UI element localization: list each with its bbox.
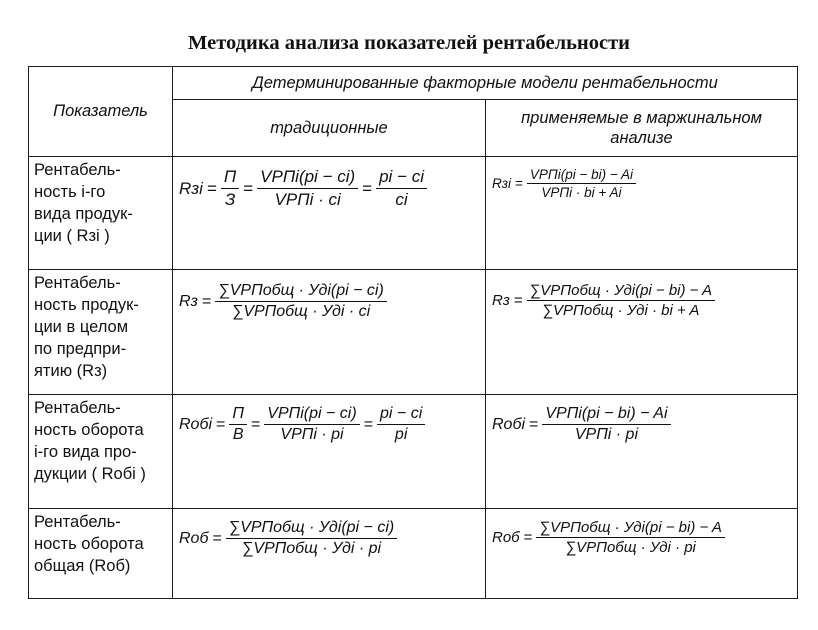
indicator-line: ность оборота (34, 421, 144, 439)
indicator-line: Рентабель- (34, 399, 121, 417)
formula-lhs: Rоб (179, 529, 209, 547)
fraction-denominator: ci (395, 190, 408, 209)
fraction-denominator: З (224, 190, 236, 209)
fraction-denominator: ∑VРПобщ · Удi · ci (231, 303, 371, 320)
fraction-denominator: VРПi · ci (274, 190, 341, 209)
header-marginal-line1: применяемые в маржинальном (521, 109, 762, 127)
indicator-line: дукции ( Rобi ) (34, 465, 146, 483)
page-title: Методика анализа показателей рентабельности (188, 32, 630, 54)
indicator-line: Рентабель- (34, 161, 121, 179)
formula: Rзi = $\frac{\text{VРПi(pi − bi) − Ai}}{\text{VРПi · bi + Ai}}$ (486, 157, 797, 200)
header-traditional: традиционные (173, 100, 486, 157)
fraction-numerator: VРПi(pi − ci) (257, 167, 358, 189)
fraction-numerator: ∑VРПобщ · Удi(pi − bi) − A (527, 282, 715, 301)
fraction-denominator: ∑VРПобщ · Удi · pi (241, 540, 382, 557)
indicator-line: Рентабель- (34, 274, 121, 292)
fraction-numerator: ∑VРПобщ · Удi(pi − ci) (215, 282, 386, 302)
profitability-table (28, 66, 798, 599)
formula: Rоб = $\frac{\text{∑VРПобщ · Удi(pi − bi) − A}}{\text{∑VРПобщ · Удi · pi}}$ (486, 509, 797, 556)
fraction-numerator: ∑VРПобщ · Удi(pi − ci) (226, 519, 397, 539)
table-row (29, 270, 798, 395)
header-models: Детерминированные факторные модели рентабельности (173, 67, 798, 100)
table-row (29, 395, 798, 509)
fraction-numerator: VРПi(pi − bi) − Ai (527, 167, 636, 184)
formula-lhs: Rз (492, 292, 510, 309)
indicator-cell (29, 270, 173, 395)
header-indicator: Показатель (29, 67, 173, 157)
fraction-numerator: П (229, 405, 247, 425)
fraction-denominator: VРПi · bi + Ai (541, 185, 622, 200)
marginal-formula-cell (486, 509, 798, 599)
traditional-formula-cell (173, 157, 486, 270)
header-marginal-line2: анализе (610, 129, 673, 147)
marginal-formula-cell (486, 395, 798, 509)
indicator-cell (29, 157, 173, 270)
formula-lhs: Rзi (492, 176, 512, 191)
fraction-denominator: ∑VРПобщ · Удi · pi (565, 539, 696, 556)
indicator-cell (29, 395, 173, 509)
formula-lhs: Rзi (179, 178, 203, 198)
fraction-denominator: pi (394, 426, 408, 443)
indicator-line: ятию (Rз) (34, 362, 108, 380)
formula: Rз = $\frac{\text{∑VРПобщ · Удi(pi − bi) − A}}{\text{∑VРПобщ · Удi · bi + A}}$ (486, 270, 797, 319)
indicator-line: ность продук- (34, 296, 139, 314)
marginal-formula-cell (486, 157, 798, 270)
fraction-numerator: ∑VРПобщ · Удi(pi − bi) − A (536, 519, 724, 538)
formula-lhs: Rобi (179, 415, 213, 433)
formula: Rобi = $\frac{\text{VРПi(pi − bi) − Ai}}{\text{VРПi · pi}}$ (486, 395, 797, 444)
indicator-cell (29, 509, 173, 599)
indicator-line: ность i-го (34, 183, 106, 201)
formula-lhs: Rобi (492, 415, 526, 433)
traditional-formula-cell (173, 270, 486, 395)
table-row (29, 509, 798, 599)
formula: Rоб = $\frac{\text{∑VРПобщ · Удi(pi − ci)}}{\text{∑VРПобщ · Удi · pi}}$ (173, 509, 485, 558)
fraction-numerator: VРПi(pi − ci) (264, 405, 359, 425)
fraction-denominator: VРПi · pi (280, 426, 344, 443)
formula: Rзi = $\frac{П}{З}$ = $\frac{\text{VРПi(pi − ci)}}{\text{VРПi · ci}}$ = $\frac{pi - ci}{ci}$ (173, 157, 485, 210)
fraction-denominator: В (232, 426, 244, 443)
indicator-line: Рентабель- (34, 513, 121, 531)
indicator-line: i-го вида про- (34, 443, 137, 461)
formula-lhs: Rоб (492, 529, 520, 546)
formula-lhs: Rз (179, 292, 198, 310)
formula: Rз = $\frac{\text{∑VРПобщ · Удi(pi − ci)}}{\text{∑VРПобщ · Удi · ci}}$ (173, 270, 485, 321)
traditional-formula-cell (173, 395, 486, 509)
fraction-denominator: ∑VРПобщ · Удi · bi + A (542, 302, 700, 319)
indicator-line: ность оборота (34, 535, 144, 553)
fraction-numerator: VРПi(pi − bi) − Ai (542, 405, 670, 425)
indicator-line: ции ( Rзi ) (34, 227, 110, 245)
table-row (29, 157, 798, 270)
indicator-line: ции в целом (34, 318, 129, 336)
traditional-formula-cell (173, 509, 486, 599)
marginal-formula-cell (486, 270, 798, 395)
formula: Rобi = $\frac{П}{В}$ = $\frac{\text{VРПi(pi − ci)}}{\text{VРПi · pi}}$ = $\frac{pi - ci}{pi}$ (173, 395, 485, 444)
fraction-numerator: pi − ci (376, 167, 427, 189)
fraction-numerator: П (221, 167, 239, 189)
indicator-line: общая (Rоб) (34, 557, 131, 575)
indicator-line: вида продук- (34, 205, 133, 223)
header-marginal (486, 100, 798, 157)
fraction-numerator: pi − ci (377, 405, 425, 425)
indicator-line: по предпри- (34, 340, 127, 358)
fraction-denominator: VРПi · pi (574, 426, 639, 443)
